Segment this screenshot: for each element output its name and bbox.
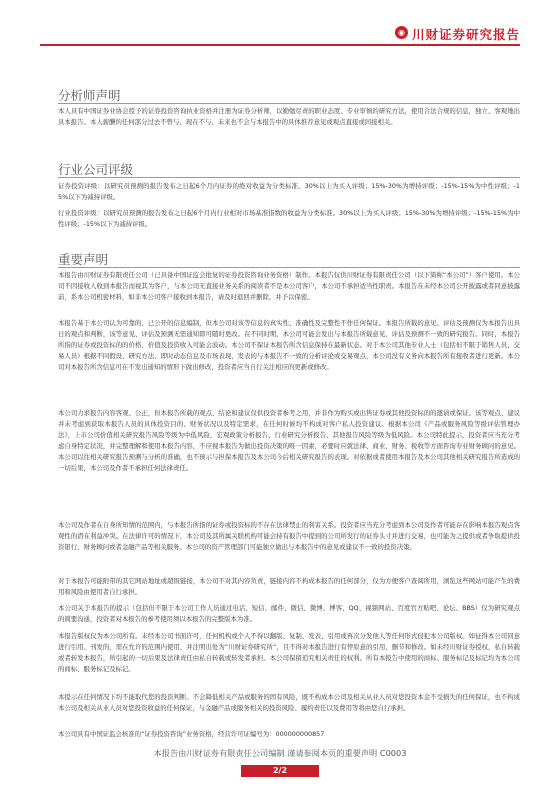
disclaimer-paragraph: 本提示在任何情况下均不能取代您的投资判断。不会降低相关产品或服务的固有风险，既不构成本公司及相关从业人员对您投资本金不受损失的任何保证，也不构成本公司及相关从业人员对您投资收益的任何保证，与金融产品或服务相关的投资风险、履约责任以及费用等将由您自行承担。 — [58, 693, 520, 712]
stock-rating-text: 证券投资评级：以研究员预测的报告发布之日起6个月内证券的绝对收益为分类标准。30%以上为买入评级；15%-30%为增持评级；-15%-15%为中性评级；-15%以下为减持评级。 — [58, 182, 520, 201]
license-statement: 本公司具有中国证监会核准的“证券投资咨询”业务资格，经营许可证编号为：000000000857 — [58, 730, 325, 738]
disclaimer-title: 重要声明 — [58, 252, 109, 267]
analyst-statement-text: 本人具有中国证券业协会授予的证券投资咨询执业资格并注册为证券分析师，以勤勉尽责的职业态度、专业审慎的研究方法，使用合法合规的信息，独立、客观地出具本报告。本人薪酬的任何部分过去不曾与、现在不与、未来也不会与本报告中的具体推荐意见或观点直接或间接相关。 — [58, 107, 520, 126]
industry-rating-title: 行业公司评级 — [58, 162, 134, 177]
section-divider — [58, 177, 520, 178]
section-divider — [58, 267, 520, 268]
disclaimer-paragraph: 本公司及作者在自身所知情的范围内，与本报告所指的证券或投资标的不存在法律禁止的利害关系。投资者应当充分考虑到本公司及作者可能存在影响本报告观点客观性的潜在利益冲突。在法律许可的情况下，本公司及其所属关联机构可能会持有报告中提到的公司所发行的证券头寸并进行交易，也可能为之提供或者争取提供投资银行、财务顾问或者金融产品等相关服务。本公司的资产管理部门可能独立做出与本报告中的意见或建议不一致的投资决策。 — [58, 521, 520, 551]
disclaimer-paragraph: 本公司力求报告内容客观、公正，但本报告所载的观点、结论和建议仅供投资者参考之用，并非作为购买或出售证券或其他投资标的的邀请或保证。该等观点、建议并未考虑到获取本报告人员的具体投资目的、财务状况以及特定需求，在任何时候均不构成对客户私人投资建议。根据本公司《产品或服务风险等级评估管理办法》，上市公司价值相关研究报告风险等级为中低风险，宏观政策分析报告、行业研究分析报告、其他报告风险等级为低风险。本公司特此提示，投资者应当充分考虑自身特定状况，并完整理解和使用本报告内容，不应视本报告为做出投资决策的唯一因素，必要时应就法律、商业、财务、税收等方面咨询专业财务顾问的意见。本公司以往相关研究报告预测与分析的准确，也不预示与担保本报告及本公司今后相关研究报告的表现。对依据或者使用本报告及本公司其他相关研究报告所造成的一切后果，本公司及作者不承担任何法律责任。 — [58, 409, 520, 472]
analyst-statement-title: 分析师声明 — [58, 88, 121, 103]
chuancai-logo-icon: ◉ — [395, 26, 408, 39]
footer-text: 本报告由川财证券有限责任公司编制 谨请参阅本页的重要声明 C0003 — [153, 748, 407, 758]
disclaimer-paragraph: 本报告基于本公司认为可靠的、已公开的信息编制，但本公司对该等信息的真实性、准确性及完整性不作任何保证。本报告所载的意见、评估及预测仅为本报告出具日的观点和判断，该等意见、评估及预测无需通知即可随时更改。在不同时期，本公司可能会发出与本报告所载意见、评估及预测不一致的研究报告。同时，本报告所指的证券或投资标的的价格、价值及投资收入可能会波动。本公司不保证本报告所含信息保持在最新状态。对于本公司其他专业人士（包括但不限于销售人员、交易人员）根据不同假设、研究方法、即时动态信息及市场表现，发表的与本报告不一致的分析评论或交易观点，本公司没有义务向本报告所有接收者进行更新。本公司对本报告所含信息可在不发出通知的情形下做出修改，投资者应当自行关注相应的更新或修改。 — [58, 319, 520, 371]
disclaimer-paragraph: 对于本报告可能附带的其它网站地址或超级链接，本公司不对其内容负责，链接内容不构成本报告的任何部分，仅为方便客户查阅所用，浏览这些网站可能产生的费用和风险由使用者自行承担。 — [58, 577, 520, 596]
disclaimer-paragraph: 本公司关于本报告的提示（包括但不限于本公司工作人员通过电话、短信、邮件、微信、微博、博客、QQ、视频网站、百度官方贴吧、论坛、BBS）仅为研究观点的简要沟通，投资者对本报告的参考使用须以本报告的完整版本为准。 — [58, 604, 520, 623]
disclaimer-paragraph: 本报告版权仅为本公司所有。未经本公司书面许可，任何机构或个人不得以翻版、复制、发表、引用或再次分发他人等任何形式侵犯本公司版权。如征得本公司同意进行引用、刊发的，需在允许的范围内使用，并注明出处为“川财证券研究所”，且不得对本报告进行有悖原意的引用、删节和修改。如未经川财证券授权，私自转载或者转发本报告，所引起的一切后果及法律责任由私自转载或转发者承担。本公司保留追究相关责任的权利。所有本报告中使用的商标、服务标记及标记均为本公司的商标、服务标记及标记。 — [58, 632, 520, 673]
industry-rating-text: 行业投资评级：以研究员预测的报告发布之日起6个月内行业相对市场基准指数的收益为分类标准。30%以上为买入评级；15%-30%为增持评级；-15%-15%为中性评级；-15%以下为减持评级。 — [58, 209, 520, 228]
section-divider — [58, 103, 520, 104]
disclaimer-paragraph: 本报告由川财证券有限责任公司（已具备中国证监会批复的证券投资咨询业务资格）制作。本报告仅供川财证券有限责任公司（以下简称“本公司”）客户使用。本公司不因接收人收到本报告而视其为客户，与本公司无直接业务关系的阅读者不是本公司客户，本公司不承担适当性职责。本报告在未经本公司公开披露或者同意披露前，系本公司机密材料，如非本公司客户接收到本报告，请及时退回并删除，并予以保密。 — [58, 271, 520, 301]
page-number-badge: 2/2 — [241, 765, 319, 777]
brand-title: 川财证券研究报告 — [411, 27, 520, 42]
page-header — [0, 22, 560, 42]
header-divider — [40, 44, 520, 46]
